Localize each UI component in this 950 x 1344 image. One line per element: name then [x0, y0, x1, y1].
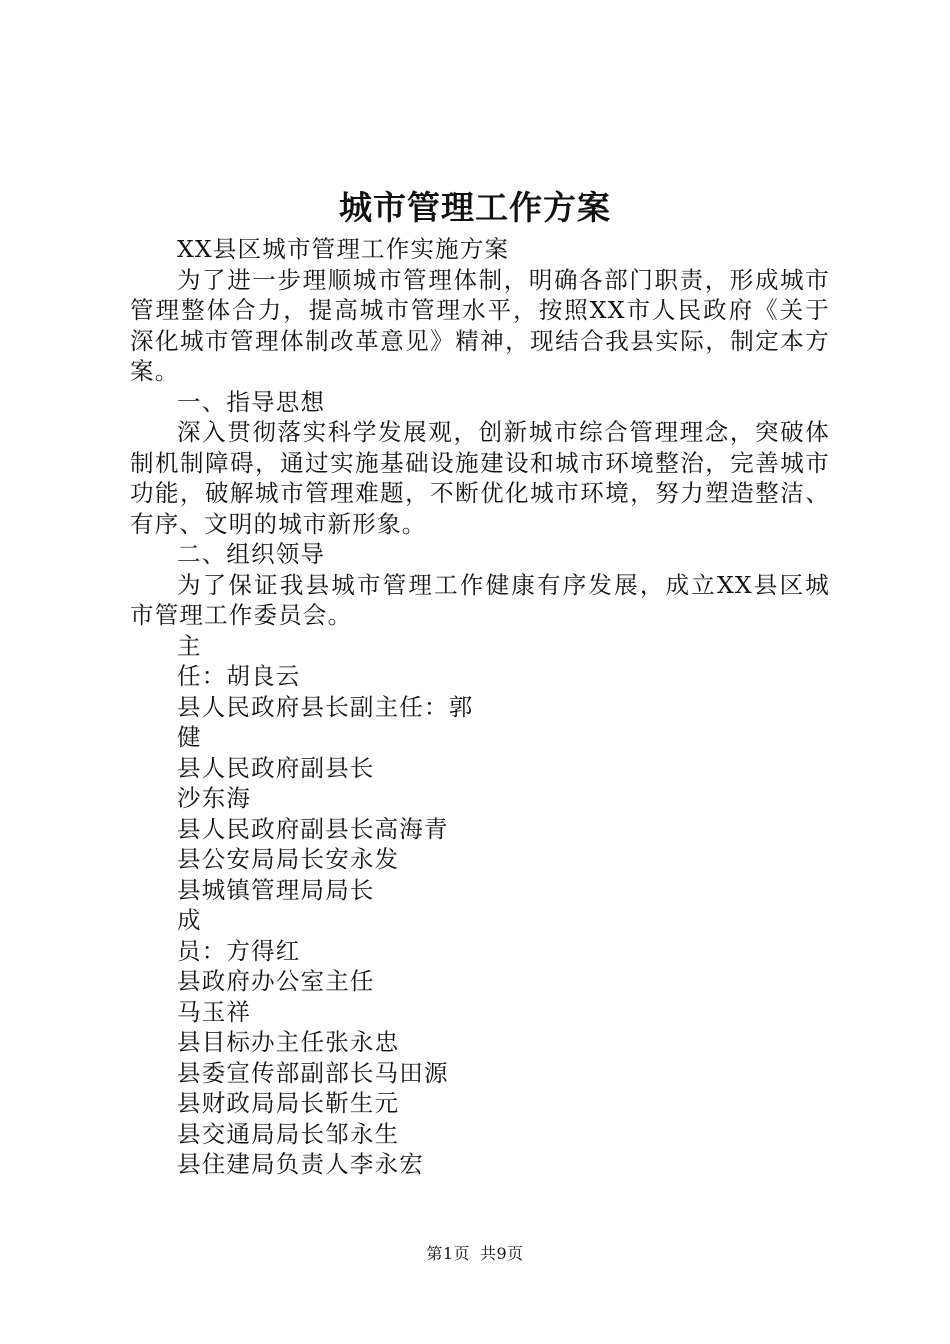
page-total: 共9页	[480, 1244, 524, 1263]
document-body	[130, 234, 830, 1180]
paragraph-subtitle: XX县区城市管理工作实施方案	[177, 235, 510, 263]
document-title: 城市管理工作方案	[339, 188, 611, 227]
paragraph-intro: 为了进一步理顺城市管理体制，明确各部门职责，形成城市管理整体合力，提高城市管理水平，按照XX市人民政府《关于深化城市管理体制改革意见》精神，现结合我县实际，制定本方案。	[130, 265, 830, 385]
list-line: 马玉祥	[177, 997, 252, 1026]
list-line: 县住建局负责人李永宏	[177, 1150, 424, 1178]
list-line: 县财政局局长靳生元	[177, 1089, 400, 1117]
list-line: 任：胡良云	[177, 662, 301, 690]
list-line: 沙东海	[177, 784, 252, 812]
list-line: 主	[177, 631, 202, 660]
list-line: 县公安局局长安永发	[177, 845, 400, 873]
section-heading-2: 二、组织领导	[177, 540, 326, 568]
list-line: 县目标办主任张永忠	[177, 1028, 400, 1056]
list-line: 县人民政府副县长高海青	[177, 814, 449, 843]
list-line: 成	[177, 906, 202, 934]
paragraph-organization: 为了保证我县城市管理工作健康有序发展，成立XX县区城市管理工作委员会。	[130, 570, 830, 629]
paragraph-guiding-thought: 深入贯彻落实科学发展观，创新城市综合管理理念，突破体制机制障碍，通过实施基础设施建设和城市环境整治，完善城市功能，破解城市管理难题，不断优化城市环境，努力塑造整洁、有序、文明的城市新形象。	[130, 418, 830, 538]
page-number: 第1页	[426, 1244, 470, 1263]
list-line: 县人民政府副县长	[177, 753, 375, 782]
list-line: 县人民政府县长副主任：郭	[177, 692, 474, 721]
section-heading-1: 一、指导思想	[177, 387, 326, 416]
list-line: 县交通局局长邹永生	[177, 1119, 400, 1148]
list-line: 县委宣传部副部长马田源	[177, 1058, 449, 1087]
page-footer	[0, 1242, 950, 1266]
list-line: 员：方得红	[177, 936, 301, 965]
list-line: 健	[177, 723, 202, 751]
list-line: 县政府办公室主任	[177, 967, 375, 995]
list-line: 县城镇管理局局长	[177, 875, 375, 904]
